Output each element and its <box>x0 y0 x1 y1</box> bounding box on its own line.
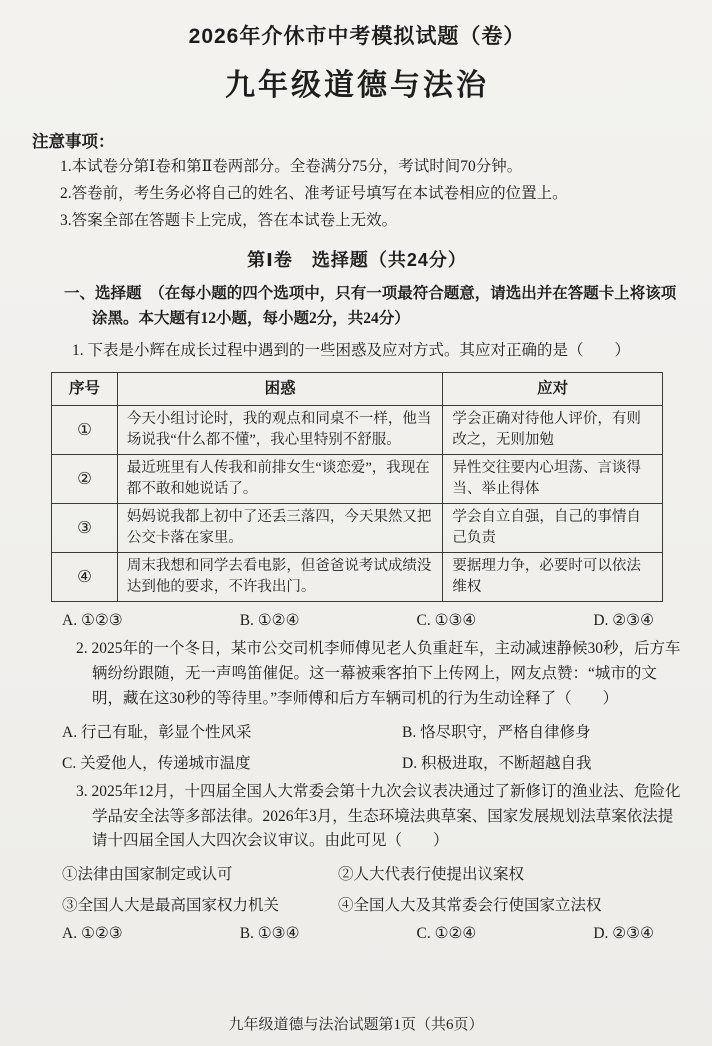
table-row <box>52 406 663 455</box>
q3-statement-3: ③全国人大是最高国家权力机关 <box>62 897 280 915</box>
q1-col-header-number: 序号 <box>52 372 118 405</box>
row-number: ④ <box>52 553 118 602</box>
q3-option-d: D. ②③④ <box>593 925 654 943</box>
q3-option-a: A. ①②③ <box>62 925 123 943</box>
q3-statement-4: ④全国人大及其常委会行使国家立法权 <box>338 897 602 915</box>
notice-heading: 注意事项： <box>32 133 115 151</box>
q2-option-d: D. 积极进取，不断超越自我 <box>402 754 592 772</box>
q3-statements <box>62 862 682 915</box>
q3-statement-1: ①法律由国家制定或认可 <box>62 866 233 884</box>
row-confusion: 周末我想和同学去看电影，但爸爸说考试成绩没达到他的要求，不许我出门。 <box>117 553 442 602</box>
notice-item: 2.答卷前，考生务必将自己的姓名、准考证号填写在本试卷相应的位置上。 <box>60 185 568 203</box>
q3-option-b: B. ①③④ <box>239 925 300 943</box>
q1-option-a: A. ①②③ <box>62 612 123 630</box>
exam-title: 2026年介休市中考模拟试题（卷） <box>188 25 526 48</box>
q1-option-d: D. ②③④ <box>593 612 654 630</box>
notice-item: 3.答案全部在答题卡上完成，答在本试卷上无效。 <box>60 212 398 230</box>
row-response: 异性交往要内心坦荡、言谈得当、举止得体 <box>443 455 663 504</box>
q1-option-b: B. ①②④ <box>239 612 300 630</box>
row-response: 学会自立自强，自己的事情自己负责 <box>443 504 663 553</box>
q1-table <box>51 372 663 603</box>
row-number: ① <box>52 406 118 455</box>
q1-options <box>62 611 654 630</box>
q1-table-header-row <box>52 372 663 405</box>
row-response: 学会正确对待他人评价，有则改之，无则加勉 <box>443 406 663 455</box>
row-number: ② <box>52 455 118 504</box>
q1-option-c: C. ①③④ <box>416 612 477 630</box>
notice-section <box>32 128 682 233</box>
question-3-stem: 3. 2025年12月，十四届全国人大常委会第十九次会议表决通过了新修订的渔业法、危险化学品安全法等多部法律。2026年3月，生态环境法典草案、国家发展规划法草案依法提请十四届全国人大四次会议审议。由此可见（ ） <box>76 782 681 850</box>
exam-subject-title: 九年级道德与法治 <box>225 69 489 102</box>
row-response: 要据理力争，必要时可以依法维权 <box>443 553 663 602</box>
q3-option-c: C. ①②④ <box>416 925 477 943</box>
q2-option-b: B. 恪尽职守，严格自律修身 <box>402 723 591 741</box>
section-intro: 一、选择题 （在每小题的四个选项中，只有一项最符合题意，请选出并在答题卡上将该项涂黑。本大题有12小题，每小题2分，共24分） <box>64 285 677 328</box>
q1-col-header-response: 应对 <box>443 372 663 405</box>
row-number: ③ <box>52 504 118 553</box>
q3-statement-2: ②人大代表行使提出议案权 <box>338 866 525 884</box>
q2-option-c: C. 关爱他人，传递城市温度 <box>62 754 251 772</box>
q2-option-a: A. 行己有耻，彰显个性风采 <box>62 723 252 741</box>
question-1-stem: 1. 下表是小辉在成长过程中遇到的一些困惑及应对方式。其应对正确的是（ ） <box>72 341 631 359</box>
row-confusion: 今天小组讨论时，我的观点和同桌不一样，他当场说我“什么都不懂”，我心里特别不舒服。 <box>117 406 442 455</box>
question-2-stem: 2. 2025年的一个冬日，某市公交司机李师傅见老人负重赶车，主动减速静候30秒，后方车辆纷纷跟随，无一声鸣笛催促。这一幕被乘客拍下上传网上，网友点赞：“城市的文明，藏在这30秒的等待里。”李师傅和后方车辆司机的行为生动诠释了（ ） <box>76 640 681 707</box>
notice-item: 1.本试卷分第Ⅰ卷和第Ⅱ卷两部分。全卷满分75分，考试时间70分钟。 <box>60 158 523 175</box>
row-confusion: 妈妈说我都上初中了还丢三落四，今天果然又把公交卡落在家里。 <box>117 504 442 553</box>
q3-options <box>62 924 654 943</box>
page-footer: 九年级道德与法治试题第1页（共6页） <box>228 1017 484 1033</box>
table-row <box>52 455 663 504</box>
table-row <box>52 553 663 602</box>
section-title: 第Ⅰ卷 选择题（共24分） <box>247 250 467 271</box>
table-row <box>52 504 663 553</box>
q1-col-header-confusion: 困惑 <box>117 372 442 405</box>
row-confusion: 最近班里有人传我和前排女生“谈恋爱”，我现在都不敢和她说话了。 <box>117 455 442 504</box>
q2-options <box>62 720 682 773</box>
